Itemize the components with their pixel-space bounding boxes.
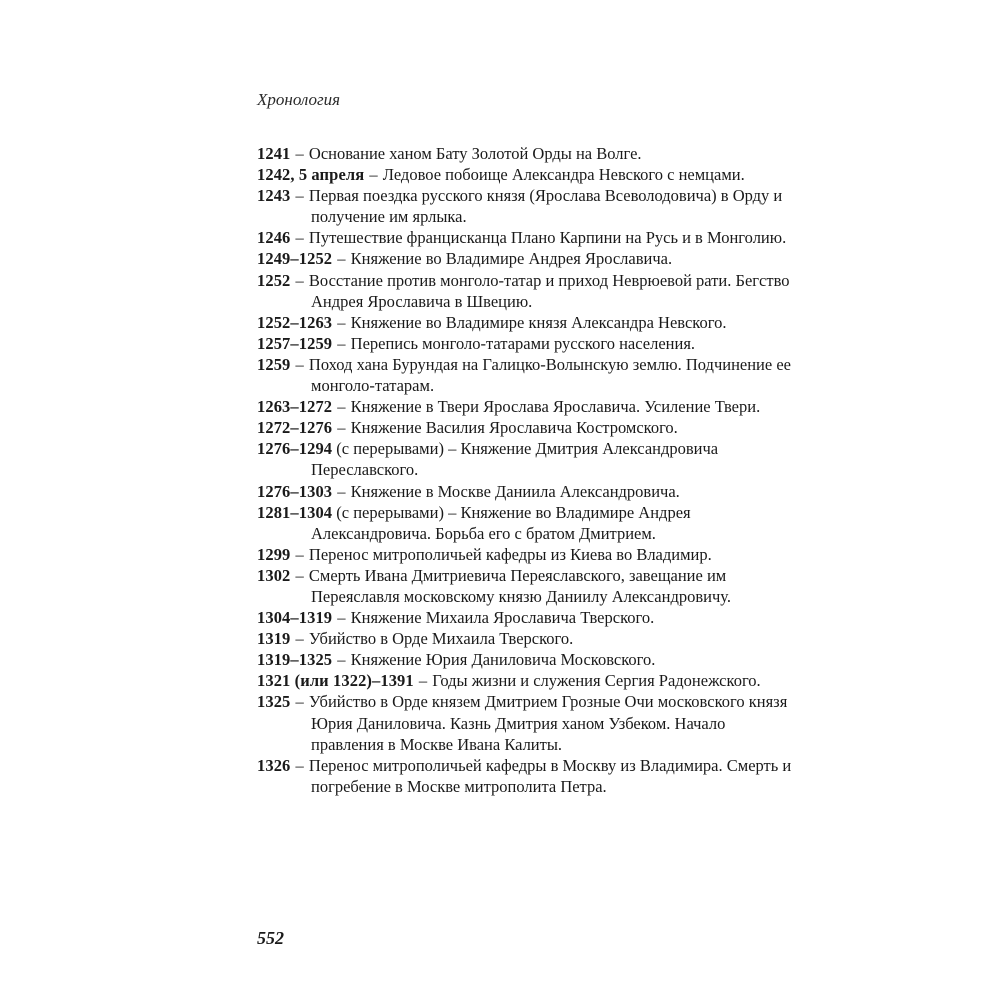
entry-date: 1281–1304: [257, 502, 333, 522]
entry-text: Годы жизни и служения Сергия Радонежского.: [432, 671, 761, 691]
chronology-entry: [257, 333, 797, 354]
running-head: Хронология: [257, 90, 341, 109]
chronology-entry: [257, 312, 797, 333]
chronology-entry: [257, 143, 797, 164]
entry-dash: –: [295, 354, 304, 374]
entry-date: 1246: [257, 228, 291, 248]
entry-date: 1321 (или 1322)–1391: [257, 671, 414, 691]
chronology-entry: [257, 607, 797, 628]
entry-text: Княжение в Москве Даниила Александровича.: [350, 481, 680, 501]
entry-date: 1302: [257, 565, 291, 585]
entry-dash: –: [337, 650, 346, 670]
chronology-entry: [257, 417, 797, 438]
entry-dash: –: [337, 397, 346, 417]
entry-dash: –: [295, 144, 304, 163]
entry-text: (с перерывами) – Княжение во Владимире Андрея Александровича. Борьба его с братом Дмитрием.: [311, 502, 691, 543]
entry-text: Княжение Михаила Ярославича Тверского.: [350, 608, 655, 628]
chronology-entry: [257, 565, 797, 607]
entry-date: 1242, 5 апреля: [257, 165, 365, 185]
entry-date: 1276–1294: [257, 439, 333, 459]
entry-text: Княжение во Владимире Андрея Ярославича.: [350, 249, 673, 269]
entry-dash: –: [337, 608, 346, 628]
entry-date: 1276–1303: [257, 481, 333, 501]
entry-dash: –: [418, 671, 428, 691]
entry-date: 1243: [257, 186, 291, 206]
chronology-list: [257, 143, 797, 797]
entry-dash: –: [369, 165, 378, 185]
chronology-entry: [257, 270, 797, 312]
entry-text: Перепись монголо-татарами русского населения.: [350, 333, 696, 353]
entry-date: 1299: [257, 544, 291, 564]
entry-date: 1325: [257, 692, 291, 712]
entry-text: Смерть Ивана Дмитриевича Переяславского, завещание им Переяславля московскому князю Даниилу Александровичу.: [308, 565, 731, 606]
entry-dash: –: [295, 755, 304, 775]
chronology-entry: [257, 649, 797, 670]
page-number: 552: [257, 928, 284, 948]
chronology-entry: [257, 227, 797, 248]
chronology-entry: [257, 438, 797, 480]
chronology-entry: [257, 628, 797, 649]
entry-text: Княжение во Владимире князя Александра Невского.: [350, 312, 727, 332]
entry-date: 1252: [257, 270, 291, 290]
entry-text: Ледовое побоище Александра Невского с немцами.: [382, 165, 745, 185]
entry-dash: –: [295, 544, 304, 564]
chronology-entry: [257, 185, 797, 227]
entry-date: 1319–1325: [257, 650, 333, 670]
entry-dash: –: [295, 270, 304, 290]
entry-date: 1319: [257, 629, 291, 649]
entry-text: Перенос митрополичьей кафедры из Киева во Владимир.: [308, 544, 712, 564]
chronology-entry: [257, 544, 797, 565]
chronology-entry: [257, 248, 797, 269]
entry-date: 1259: [257, 354, 291, 374]
entry-date: 1272–1276: [257, 418, 333, 438]
entry-dash: –: [295, 629, 304, 649]
entry-date: 1249–1252: [257, 249, 333, 269]
chronology-entry: [257, 354, 797, 396]
chronology-entry: [257, 164, 797, 185]
entry-text: Восстание против монголо-татар и приход Неврюевой рати. Бегство Андрея Ярославича в Швецию.: [308, 270, 790, 311]
entry-text: Поход хана Бурундая на Галицко-Волынскую землю. Подчинение ее монголо-татарам.: [308, 354, 791, 396]
entry-text: Первая поездка русского князя (Ярослава Всеволодовича) в Орду и получение им ярлыка.: [308, 186, 783, 227]
chronology-entry: [257, 755, 797, 797]
entry-text: Княжение Юрия Даниловича Московского.: [350, 650, 656, 670]
entry-date: 1241: [257, 144, 291, 163]
entry-text: Убийство в Орде Михаила Тверского.: [308, 629, 574, 649]
entry-text: Убийство в Орде князем Дмитрием Грозные Очи московского князя Юрия Даниловича. Казнь Дмитрия ханом Узбеком. Начало правления в Москве Ивана Калиты.: [308, 692, 788, 754]
entry-date: 1304–1319: [257, 608, 333, 628]
entry-dash: –: [337, 312, 346, 332]
chronology-entry: [257, 670, 797, 691]
entry-date: 1252–1263: [257, 312, 333, 332]
entry-dash: –: [295, 565, 304, 585]
entry-dash: –: [337, 333, 346, 353]
entry-text: Княжение Василия Ярославича Костромского.: [350, 418, 678, 438]
entry-text: Перенос митрополичьей кафедры в Москву из Владимира. Смерть и погребение в Москве митрополита Петра.: [308, 755, 792, 796]
entry-dash: –: [337, 481, 346, 501]
entry-dash: –: [295, 228, 304, 248]
chronology-entry: [257, 691, 797, 754]
entry-text: (с перерывами) – Княжение Дмитрия Александровича Переславского.: [311, 439, 719, 480]
entry-text: Основание ханом Бату Золотой Орды на Волге.: [308, 144, 642, 163]
entry-date: 1257–1259: [257, 333, 333, 353]
entry-dash: –: [337, 418, 346, 438]
entry-dash: –: [295, 692, 304, 712]
entry-dash: –: [295, 186, 304, 206]
chronology-entry: [257, 481, 797, 502]
entry-text: Путешествие францисканца Плано Карпини на Русь и в Монголию.: [308, 228, 787, 248]
entry-text: Княжение в Твери Ярослава Ярославича. Усиление Твери.: [350, 397, 761, 417]
chronology-entry: [257, 396, 797, 417]
entry-dash: –: [337, 249, 346, 269]
chronology-entry: [257, 502, 797, 544]
entry-date: 1326: [257, 755, 291, 775]
entry-date: 1263–1272: [257, 397, 333, 417]
